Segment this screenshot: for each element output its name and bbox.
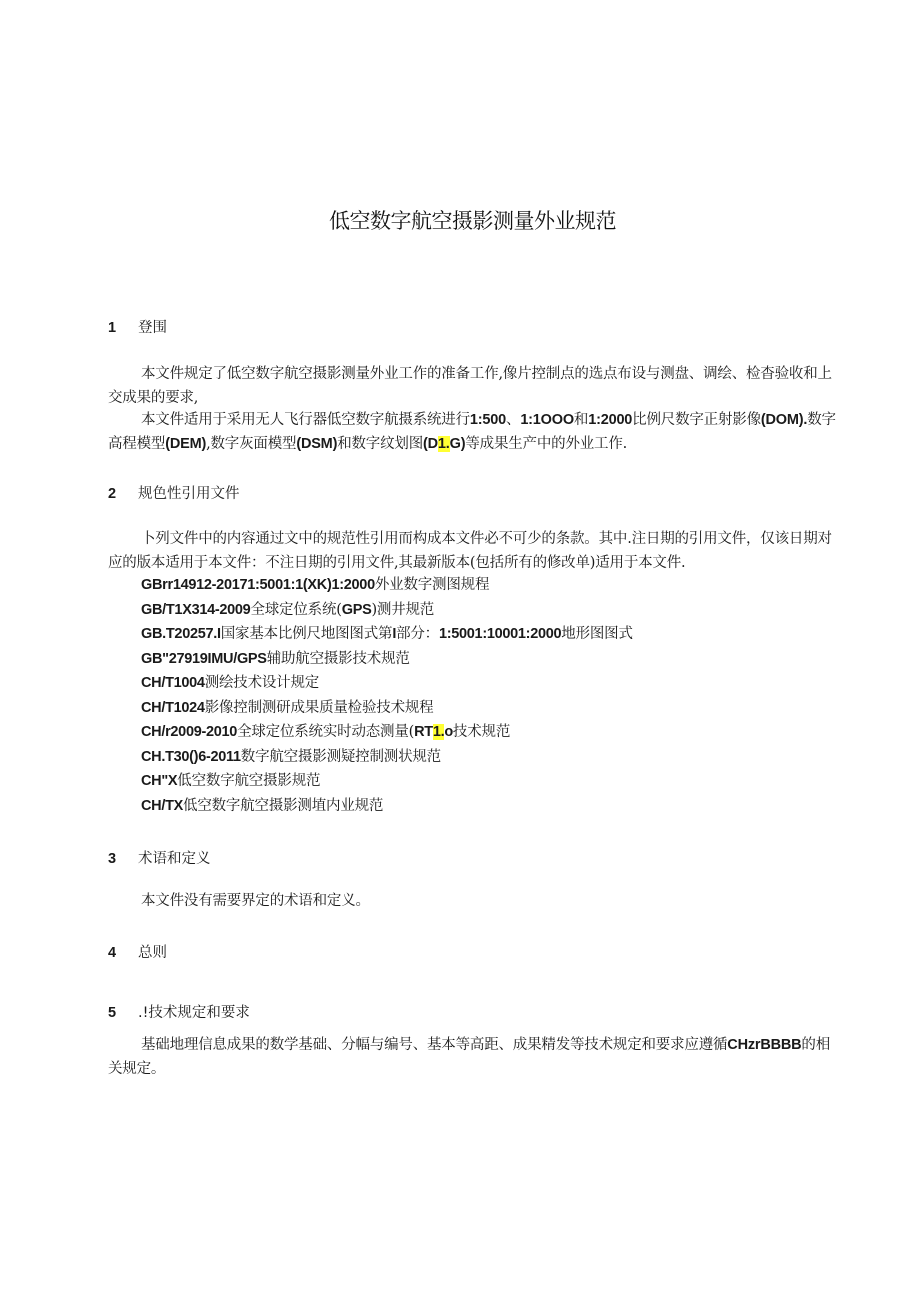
section-heading-4 [108, 941, 167, 962]
reference-item: CH/r2009-2010全球定位系统实时动态测量(RT1.o技术规范 [141, 724, 511, 740]
normative-references-intro: 卜列文件中的内容通过文中的规范性引用而构成本文件必不可少的条款。其中.注日期的引用文件，仅该日期对应的版本适用于本文件：不注日期的引用文件,其最新版本(包括所有的修改单)适用于本文件. [108, 531, 832, 571]
section-heading-2 [108, 482, 240, 503]
reference-item: CH/TX低空数字航空摄影测埴内业规范 [141, 797, 384, 814]
section-number: 1 [108, 320, 117, 336]
section-label: 登围 [138, 320, 167, 336]
reference-item: GB/T1X314-2009全球定位系统(GPS)测井规范 [141, 601, 435, 618]
text-highlight: 1. [437, 436, 450, 452]
technical-requirements-paragraph: 基础地理信息成果的数学基础、分幅与编号、基本等高距、成果精发等技术规定和要求应遵循CHzrBBBB的相关规定。 [108, 1037, 831, 1077]
reference-item: GB"27919IMU/GPS辅助航空摄影技术规范 [141, 650, 410, 667]
section-heading-5 [108, 1001, 250, 1022]
reference-list [141, 573, 633, 818]
scope-paragraph-2: 本文件适用于采用无人飞行器低空数字航摄系统进行1:500、1:1OOO和1:2000比例尺数字正射影像(DOM).数字高程模型(DEM),数字灰面模型(DSM)和数字纹划图(D1.G)等成果生产中的外业工作. [108, 412, 836, 452]
reference-item: GB.T20257.I国家基本比例尺地图图式第I部分：1:5001:10001:2000地形图图式 [141, 626, 633, 642]
section-number: 3 [108, 851, 117, 867]
section-label: 规色性引用文件 [138, 486, 240, 502]
section-label: 总则 [138, 945, 167, 961]
reference-item: CH.T30()6-2011数字航空摄影测疑控制测状规范 [141, 748, 441, 765]
reference-item: CH"X低空数字航空摄影规范 [141, 773, 321, 789]
section-number: 4 [108, 945, 117, 961]
scope-paragraph-1: 本文件规定了低空数字航空摄影测量外业工作的准备工作,像片控制点的选点布设与测盘、调绘、检杳验收和上交成果的要求, [108, 366, 832, 406]
document-title: 低空数字航空摄影测量外业规范 [329, 209, 616, 233]
reference-item: CH/T1004测绘技术设计规定 [141, 675, 320, 691]
section-heading-1 [108, 316, 167, 337]
section-label: 术语和定义 [138, 851, 211, 867]
text-highlight: 1. [432, 724, 445, 740]
section-number: 2 [108, 486, 117, 502]
reference-item: GBrr14912-20171:5001:1(XK)1:2000外业数字测图规程 [141, 577, 490, 593]
terms-paragraph: 本文件没有需要界定的术语和定义。 [141, 893, 370, 909]
section-number: 5 [108, 1005, 117, 1021]
section-heading-3 [108, 847, 211, 868]
reference-item: CH/T1024影像控制测研成果质量检验技术规程 [141, 699, 434, 716]
section-label: .!技术规定和要求 [138, 1005, 250, 1021]
